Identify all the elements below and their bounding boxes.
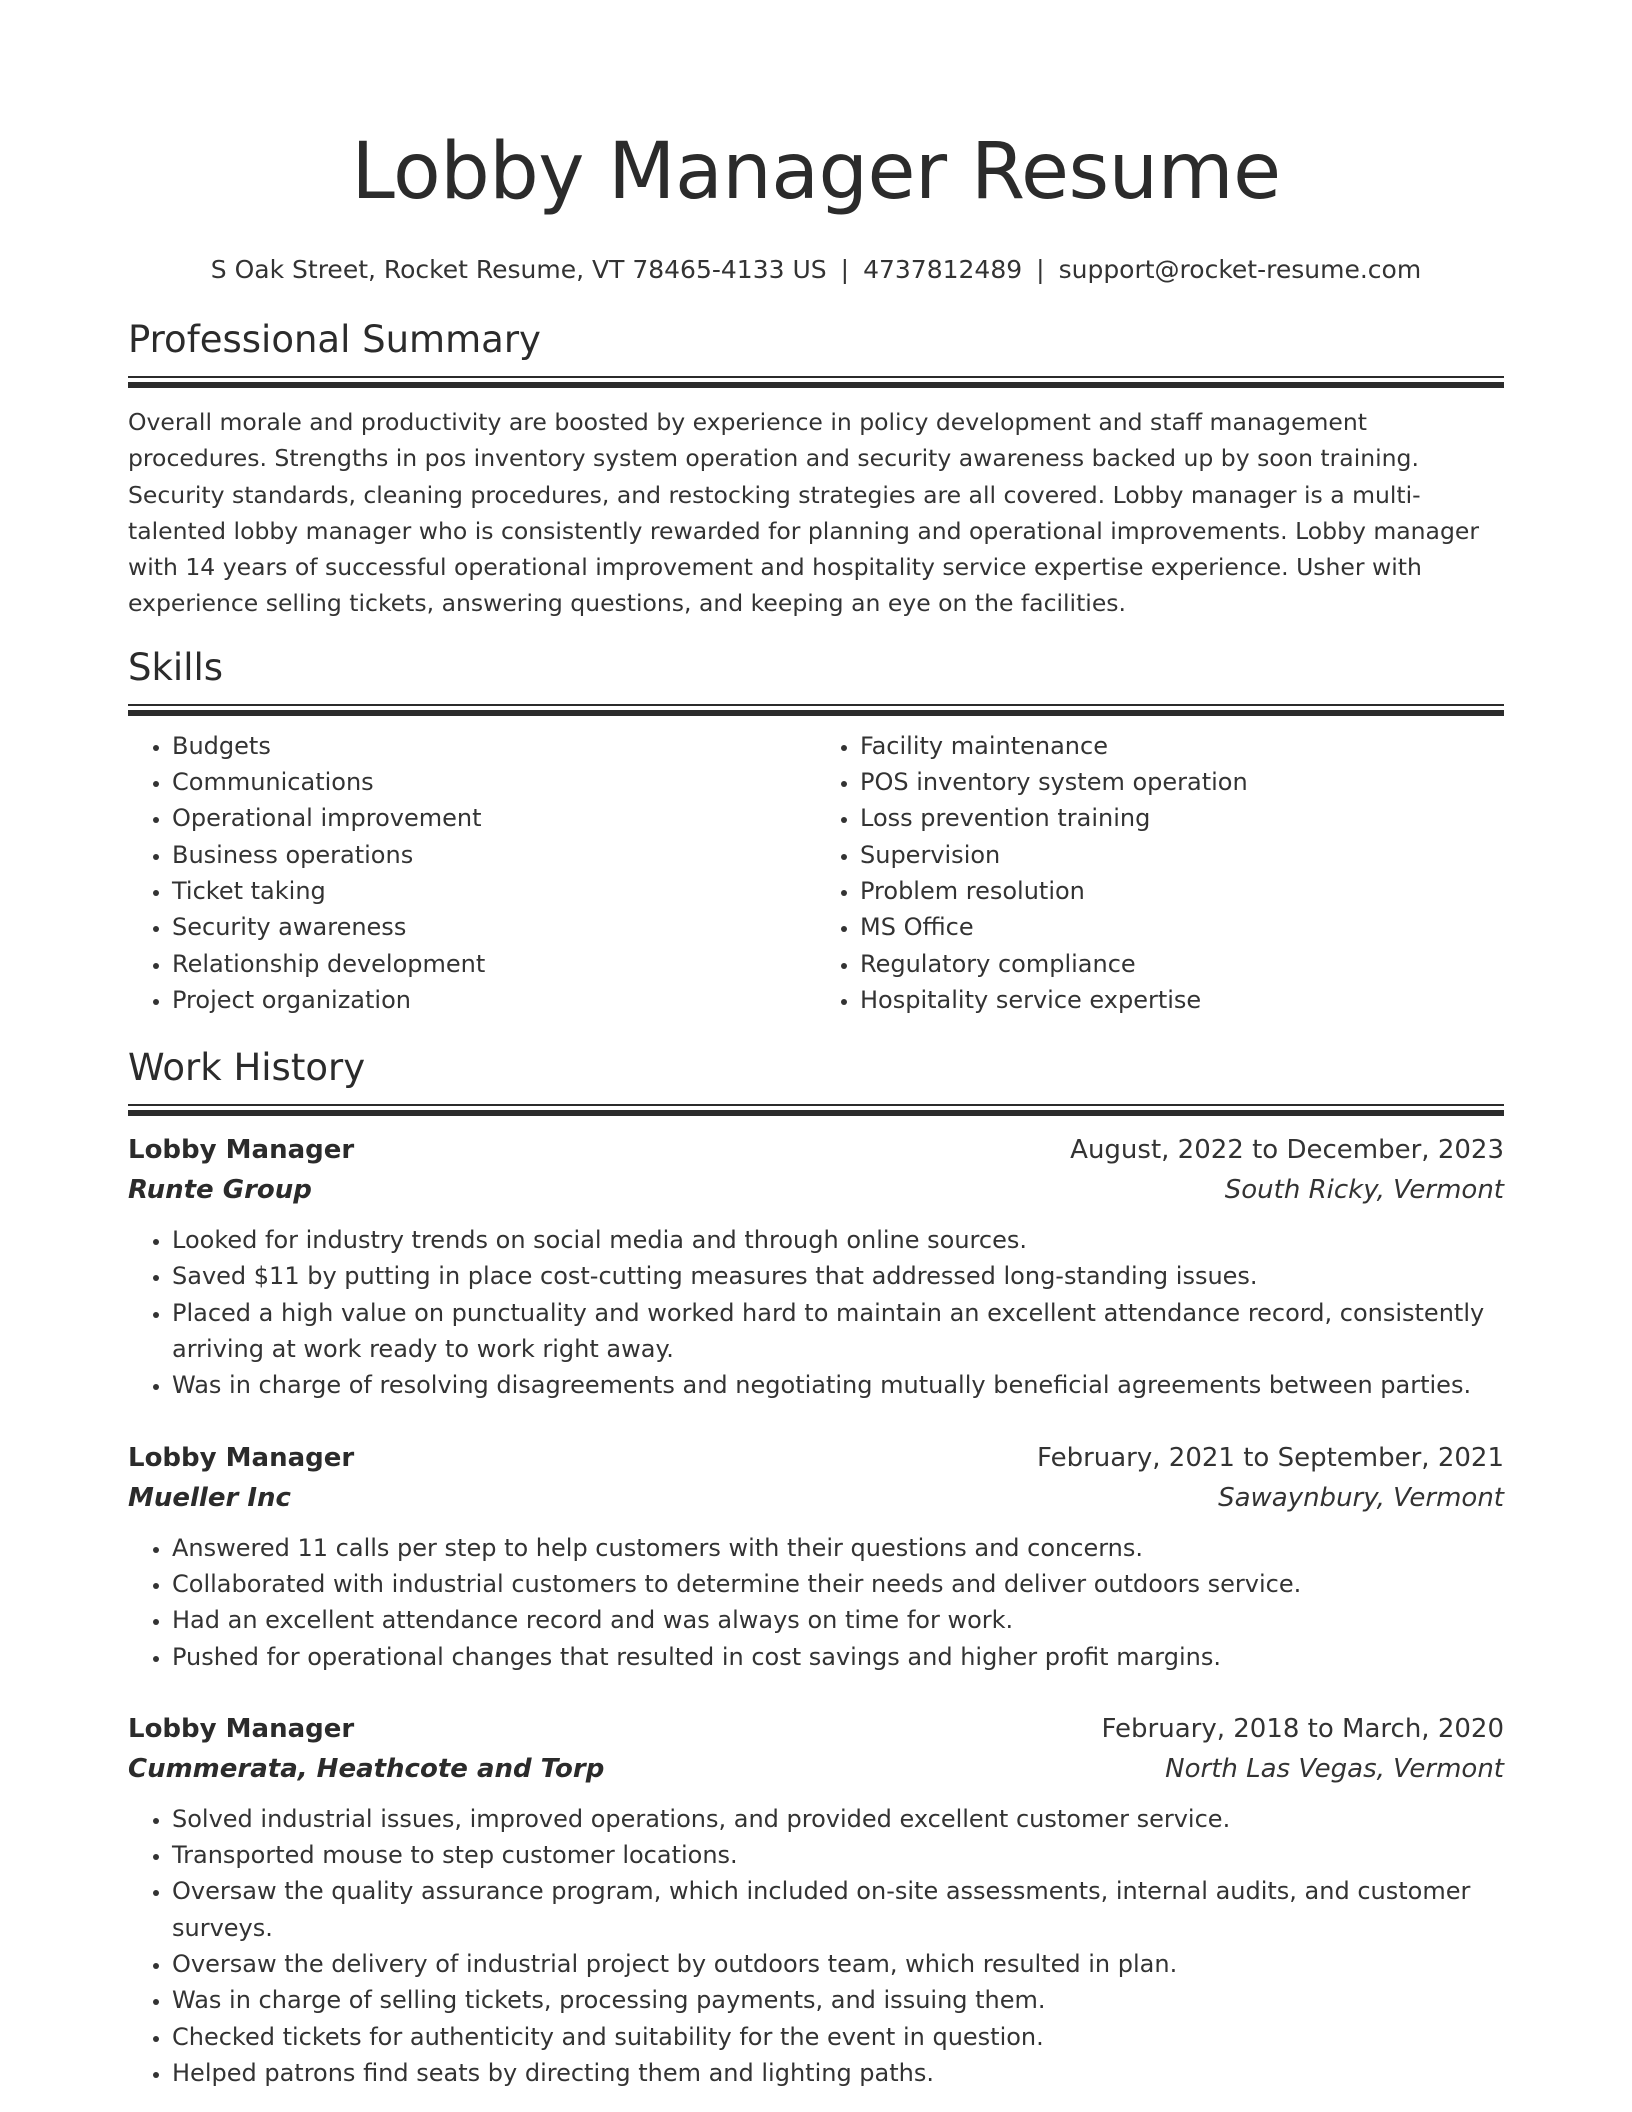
skill-item: • Facility maintenance [860, 728, 1504, 764]
skill-item: • MS Office [860, 909, 1504, 945]
section-divider [128, 376, 1504, 388]
job-location: Sawaynbury, Vermont [1218, 1482, 1504, 1513]
job-header-row [128, 1709, 1504, 1749]
job-dates: February, 2021 to September, 2021 [1037, 1442, 1504, 1473]
job-title: Lobby Manager [128, 1135, 355, 1166]
job-bullet: • Oversaw the quality assurance program, which included on-site assessments, internal audits, and customer surveys. [172, 1873, 1504, 1946]
section-divider [128, 1104, 1504, 1116]
job-company: Cummerata, Heathcote and Torp [128, 1753, 605, 1784]
job-header-row [128, 1130, 1504, 1170]
job-entry [128, 1438, 1504, 1675]
skills-columns [128, 728, 1504, 1018]
skills-list-right [816, 728, 1504, 1018]
resume-title: Lobby Manager Resume [351, 127, 1281, 217]
skill-item: • POS inventory system operation [860, 764, 1504, 800]
job-bullets [128, 1801, 1504, 2091]
job-title: Lobby Manager [128, 1713, 355, 1744]
skill-item: • Loss prevention training [860, 800, 1504, 836]
skill-item: • Regulatory compliance [860, 946, 1504, 982]
job-bullet: • Looked for industry trends on social media and through online sources. [172, 1222, 1504, 1258]
job-dates: February, 2018 to March, 2020 [1101, 1713, 1504, 1744]
skill-item: • Operational improvement [172, 800, 816, 836]
job-entry [128, 1130, 1504, 1403]
summary-section [128, 316, 1504, 622]
job-bullet: • Checked tickets for authenticity and suitability for the event in question. [172, 2019, 1504, 2055]
job-bullet: • Was in charge of selling tickets, processing payments, and issuing them. [172, 1982, 1504, 2018]
work-history-heading: Work History [128, 1046, 366, 1090]
contact-phone: 4737812489 [863, 255, 1023, 284]
skill-item: • Ticket taking [172, 873, 816, 909]
job-bullet: • Pushed for operational changes that resulted in cost savings and higher profit margins. [172, 1639, 1504, 1675]
job-title: Lobby Manager [128, 1442, 355, 1473]
job-company: Mueller Inc [128, 1482, 291, 1513]
skills-section [128, 644, 1504, 1018]
skills-heading: Skills [128, 645, 224, 689]
job-entry [128, 1709, 1504, 2091]
job-bullets [128, 1222, 1504, 1403]
job-header-row [128, 1438, 1504, 1478]
skill-item: • Supervision [860, 837, 1504, 873]
work-history-section [128, 1044, 1504, 2091]
job-bullet: • Oversaw the delivery of industrial project by outdoors team, which resulted in plan. [172, 1946, 1504, 1982]
summary-heading: Professional Summary [128, 318, 541, 361]
section-divider [128, 704, 1504, 716]
contact-email[interactable]: support@rocket-resume.com [1058, 255, 1422, 284]
job-bullet: • Saved $11 by putting in place cost-cutting measures that addressed long-standing issues. [172, 1258, 1504, 1294]
job-bullet: • Was in charge of resolving disagreements and negotiating mutually beneficial agreements between parties. [172, 1367, 1504, 1403]
job-company-row [128, 1170, 1504, 1210]
job-location: North Las Vegas, Vermont [1165, 1753, 1504, 1784]
skill-item: • Budgets [172, 728, 816, 764]
skill-item: • Problem resolution [860, 873, 1504, 909]
contact-separator: | [1036, 255, 1045, 284]
job-bullet: • Collaborated with industrial customers to determine their needs and deliver outdoors service. [172, 1566, 1504, 1602]
summary-text: Overall morale and productivity are boosted by experience in policy development and staff management procedures. Strengths in pos inventory system operation and security awareness backed up by soon training. Security standards, cleaning procedures, and restocking strategies are all covered. Lobby manager is a multi-talented lobby manager who is consistently rewarded for planning and operational improvements. Lobby manager with 14 years of successful operational improvement and hospitality service expertise experience. Usher with experience selling tickets, answering questions, and keeping an eye on the facilities. [128, 408, 1479, 618]
skill-item: • Hospitality service expertise [860, 982, 1504, 1018]
job-bullet: • Helped patrons find seats by directing them and lighting paths. [172, 2055, 1504, 2091]
skills-list-left [128, 728, 816, 1018]
job-bullets [128, 1530, 1504, 1675]
contact-address: S Oak Street, Rocket Resume, VT 78465-4133 US [210, 255, 827, 284]
job-dates: August, 2022 to December, 2023 [1070, 1135, 1504, 1166]
job-location: South Ricky, Vermont [1224, 1175, 1504, 1206]
skill-item: • Business operations [172, 837, 816, 873]
job-bullet: • Transported mouse to step customer locations. [172, 1837, 1504, 1873]
job-bullet: • Solved industrial issues, improved operations, and provided excellent customer service. [172, 1801, 1504, 1837]
skill-item: • Relationship development [172, 946, 816, 982]
contact-line [128, 254, 1504, 286]
job-company-row [128, 1749, 1504, 1789]
job-company: Runte Group [128, 1175, 312, 1206]
job-company-row [128, 1478, 1504, 1518]
contact-separator: | [840, 255, 850, 284]
skill-item: • Communications [172, 764, 816, 800]
job-bullet: • Placed a high value on punctuality and worked hard to maintain an excellent attendance record, consistently arriving at work ready to work right away. [172, 1295, 1504, 1368]
job-bullet: • Answered 11 calls per step to help customers with their questions and concerns. [172, 1530, 1504, 1566]
skill-item: • Project organization [172, 982, 816, 1018]
job-bullet: • Had an excellent attendance record and was always on time for work. [172, 1602, 1504, 1638]
skill-item: • Security awareness [172, 909, 816, 945]
